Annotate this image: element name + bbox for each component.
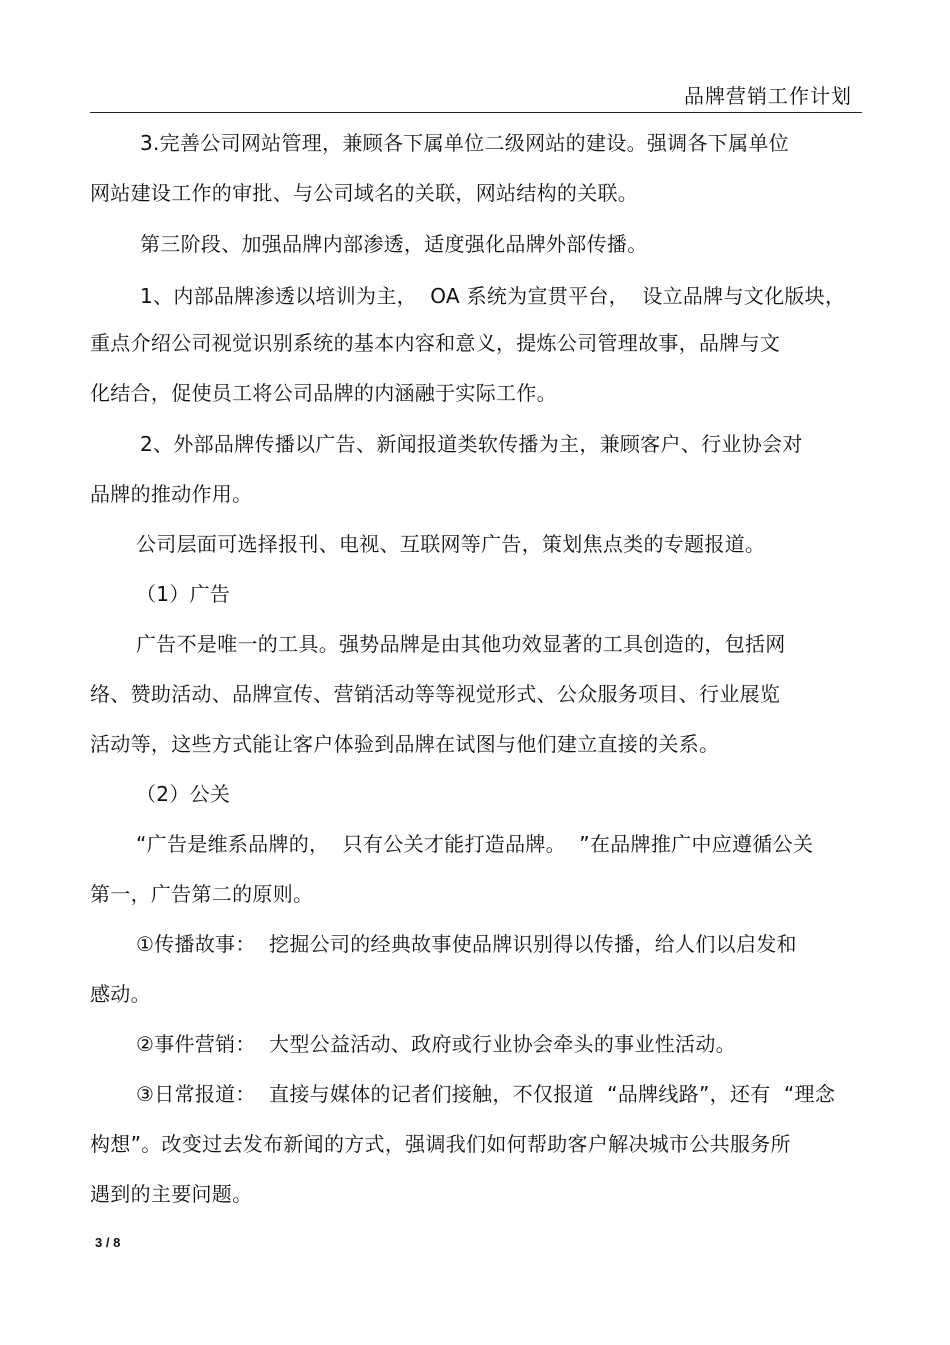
text-line: 构想”。改变过去发布新闻的方式，强调我们如何帮助客户解决城市公共服务所 xyxy=(90,1132,791,1156)
header-rule xyxy=(90,112,862,113)
text-line: 遇到的主要问题。 xyxy=(90,1182,253,1206)
text-line: 第三阶段、加强品牌内部渗透，适度强化品牌外部传播。 xyxy=(140,232,648,256)
header-title: 品牌营销工作计划 xyxy=(684,84,852,108)
text-line: ③日常报道： 直接与媒体的记者们接触，不仅报道 “品牌线路”，还有 “理念 xyxy=(136,1082,836,1106)
text-line: 活动等，这些方式能让客户体验到品牌在试图与他们建立直接的关系。 xyxy=(90,732,720,756)
text-line: 品牌的推动作用。 xyxy=(90,482,253,506)
text-line: 化结合，促使员工将公司品牌的内涵融于实际工作。 xyxy=(90,381,557,405)
text-line: 1、内部品牌渗透以培训为主， OA 系统为宣贯平台， 设立品牌与文化版块， xyxy=(140,284,846,308)
text-line: “广告是维系品牌的， 只有公关才能打造品牌。 ”在品牌推广中应遵循公关 xyxy=(136,832,814,856)
text-line: ②事件营销： 大型公益活动、政府或行业协会牵头的事业性活动。 xyxy=(136,1032,736,1056)
text-line: 网站建设工作的审批、与公司域名的关联，网站结构的关联。 xyxy=(90,181,639,205)
text-line: 公司层面可选择报刊、电视、互联网等广告，策划焦点类的专题报道。 xyxy=(136,532,766,556)
text-line: （1）广告 xyxy=(136,582,231,606)
text-line: 络、赞助活动、品牌宣传、营销活动等等视觉形式、公众服务项目、行业展览 xyxy=(90,682,781,706)
text-line: 2、外部品牌传播以广告、新闻报道类软传播为主，兼顾客户、行业协会对 xyxy=(140,432,803,456)
text-line: ①传播故事： 挖掘公司的经典故事使品牌识别得以传播，给人们以启发和 xyxy=(136,932,797,956)
text-line: 感动。 xyxy=(90,982,151,1006)
text-line: 重点介绍公司视觉识别系统的基本内容和意义，提炼公司管理故事，品牌与文 xyxy=(90,331,781,355)
page-number: 3 / 8 xyxy=(95,1235,121,1250)
text-line: 3.完善公司网站管理，兼顾各下属单位二级网站的建设。强调各下属单位 xyxy=(140,131,789,155)
text-line: 广告不是唯一的工具。强势品牌是由其他功效显著的工具创造的，包括网 xyxy=(136,632,786,656)
text-line: （2）公关 xyxy=(136,782,231,806)
text-line: 第一，广告第二的原则。 xyxy=(90,882,314,906)
